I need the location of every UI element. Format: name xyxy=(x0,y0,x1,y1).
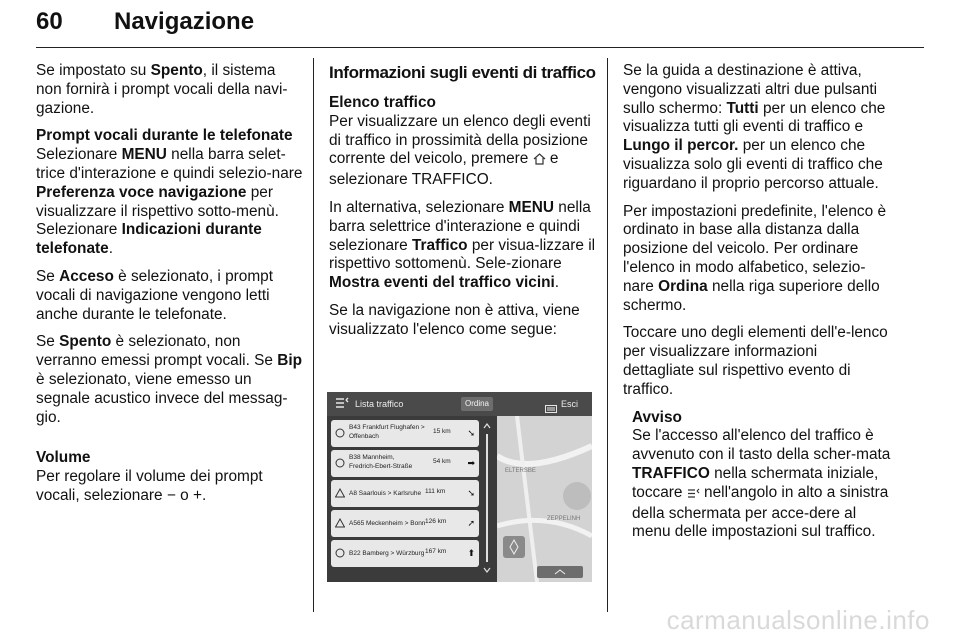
header-rule xyxy=(36,47,924,48)
exit-button[interactable]: Esci xyxy=(561,399,579,409)
traffic-row[interactable]: A565 Meckenheim > Bonn 126 km ➚ xyxy=(331,510,479,537)
column-1 xyxy=(36,62,304,515)
sort-button[interactable]: Ordina xyxy=(461,397,493,411)
traffic-event-list xyxy=(331,418,493,580)
map-label: ZEPPELINH xyxy=(547,516,581,522)
direction-arrow-icon: ➡ xyxy=(467,458,475,468)
traffic-event-icon xyxy=(335,428,345,438)
note-box xyxy=(632,409,891,543)
traffic-event-icon xyxy=(335,548,345,558)
settings-menu-icon xyxy=(687,486,700,505)
traffic-row[interactable]: B22 Bamberg > Würzburg 167 km ⬆ xyxy=(331,540,479,567)
paragraph-menu: Selezionare MENU nella barra selet-trice d'interazione e quindi selezio-nare Preferenza voce navigazione per visualizzare il rispettivo sotto-menù. Selezionare Indicazioni durante telefonate. xyxy=(36,146,303,258)
paragraph-spento: Se impostato su Spento, il sistema non fornirà i prompt vocali della navi-gazione. xyxy=(36,62,288,117)
watermark: carmanualsonline.info xyxy=(666,605,930,635)
heading-phone-prompts: Prompt vocali durante le telefonate xyxy=(36,127,293,145)
column-2 xyxy=(329,62,597,349)
traffic-event-icon xyxy=(335,458,345,468)
note-title: Avviso xyxy=(632,408,682,426)
direction-arrow-icon: ➘ xyxy=(467,488,475,498)
direction-arrow-icon: ➚ xyxy=(467,518,475,528)
paragraph-details: Toccare uno degli elementi dell'e-lenco per visualizzare informazioni dettagliate sul rispettivo evento di traffico. xyxy=(623,324,888,398)
direction-arrow-icon: ➘ xyxy=(467,428,475,438)
paragraph-guidance-buttons: Se la guida a destinazione è attiva, vengono visualizzati altri due pulsanti sullo schermo: Tutti per un elenco che visualizza tutti gli eventi di traffico e Lungo il percor. per un elenco che visualizza solo gli eventi di traffico che riguardano il proprio percorso attuale. xyxy=(623,62,886,192)
map-view[interactable] xyxy=(497,416,592,582)
paragraph-alternative: In alternativa, selezionare MENU nella barra selettrice d'interazione e quindi selezionare Traffico per visua-lizzare il rispettivo sottomenù. Sele-zionare Mostra eventi del traffico vicini. xyxy=(329,198,596,292)
note-text: Se l'accesso all'elenco del traffico è avvenuto con il tasto della scher-mata TRAFFICO nella schermata iniziale, toccare nell'angolo in alto a sinistra della schermata per acce-dere al menu delle impostazioni sul traffico. xyxy=(632,427,891,541)
plus-icon: + xyxy=(193,486,203,504)
warning-triangle-icon xyxy=(335,518,345,528)
direction-arrow-icon: ⬆ xyxy=(467,548,475,558)
paragraph-sorting: Per impostazioni predefinite, l'elenco è ordinato in base alla distanza dalla posizione del veicolo. Per ordinare l'elenco in modo alfabetico, selezio-nare Ordina nella riga superiore dello schermo. xyxy=(623,202,887,314)
column-divider-2 xyxy=(607,58,608,612)
paragraph-acceso: Se Acceso è selezionato, i prompt vocali di navigazione vengono letti anche durante le telefonate. xyxy=(36,267,273,323)
column-3 xyxy=(623,62,891,551)
page-number: 60 xyxy=(36,8,63,35)
section-title: Navigazione xyxy=(114,8,255,35)
column-divider-1 xyxy=(313,58,314,612)
paragraph-list-shown: Se la navigazione non è attiva, viene visualizzato l'elenco come segue: xyxy=(329,301,580,338)
list-scrollbar[interactable] xyxy=(483,422,491,574)
minus-icon: − xyxy=(166,486,176,504)
heading-traffic-list: Elenco traffico xyxy=(329,94,436,111)
traffic-list-screenshot xyxy=(327,392,592,582)
paragraph-bip: Se Spento è selezionato, non verranno emessi prompt vocali. Se Bip è selezionato, viene emesso un segnale acustico invece del messag-gio. xyxy=(36,333,303,426)
warning-triangle-icon xyxy=(335,488,345,498)
traffic-row[interactable]: B38 Mannheim, Fredrich-Ebert-Straße 54 km ➡ xyxy=(331,450,479,477)
traffic-row[interactable]: A8 Saarlouis > Karlsruhe 111 km ➘ xyxy=(331,480,479,507)
paragraph-volume: Per regolare il volume dei prompt vocali, selezionare − o +. xyxy=(36,468,263,504)
screenshot-title: Lista traffico xyxy=(355,399,404,409)
settings-menu-icon xyxy=(335,397,349,415)
heading-traffic-info: Informazioni sugli eventi di traffico xyxy=(329,63,596,82)
home-icon xyxy=(533,152,546,171)
traffic-row[interactable]: B43 Frankfurt Flughafen > Offenbach 15 km ➘ xyxy=(331,420,479,447)
heading-volume: Volume xyxy=(36,449,91,467)
paragraph-traffic-list: Per visualizzare un elenco degli eventi di traffico in prossimità della posizione corrente del veicolo, premere e selezionare TRAFFICO. xyxy=(329,112,591,189)
map-label: ELTERSBE xyxy=(505,468,536,474)
